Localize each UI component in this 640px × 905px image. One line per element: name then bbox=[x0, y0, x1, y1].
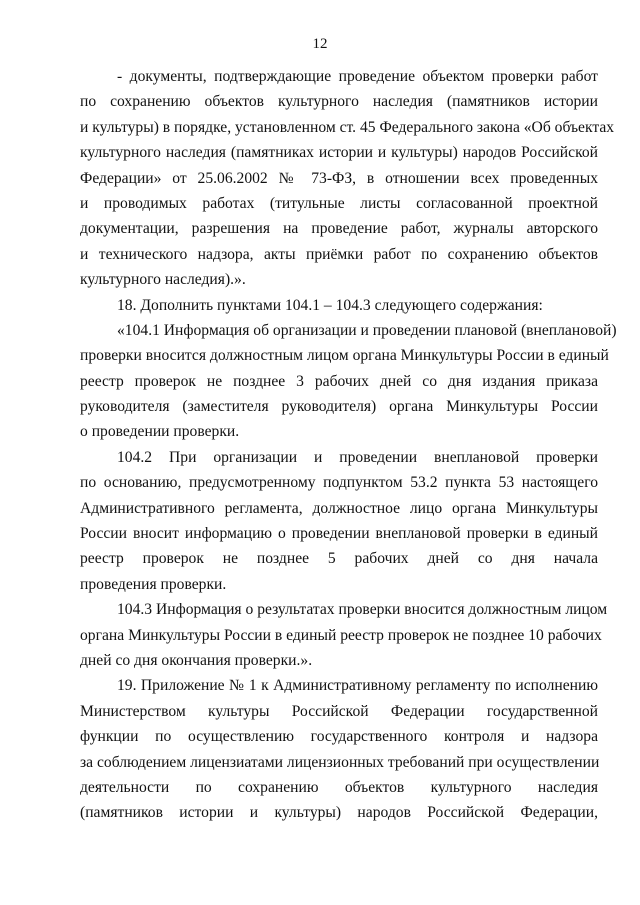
text-line: документации, разрешения на проведение работ, журналы авторского bbox=[80, 220, 598, 238]
text-line: функции по осуществлению государственного контроля и надзора bbox=[80, 728, 598, 746]
text-line: по основанию, предусмотренному подпунктом 53.2 пункта 53 настоящего bbox=[80, 474, 598, 492]
document-body bbox=[80, 64, 617, 826]
text-line: Министерством культуры Российской Федерации государственной bbox=[80, 702, 598, 720]
text-line: руководителя (заместителя руководителя) органа Минкультуры России bbox=[80, 398, 598, 416]
text-line: по сохранению объектов культурного наследия (памятников истории bbox=[80, 93, 598, 111]
text-line: и проводимых работах (титульные листы согласованной проектной bbox=[80, 194, 598, 212]
text-line: за соблюдением лицензиатами лицензионных требований при осуществлении bbox=[80, 753, 600, 771]
text-line: Федерации» от 25.06.2002 № 73-ФЗ, в отношении всех проведенных bbox=[80, 169, 598, 187]
text-line: (памятников истории и культуры) народов Российской Федерации, bbox=[80, 804, 598, 822]
text-line: культурного наследия (памятниках истории и культуры) народов Российской bbox=[80, 144, 598, 162]
text-line: проверки вносится должностным лицом органа Минкультуры России в единый bbox=[80, 347, 609, 365]
text-line: реестр проверок не позднее 5 рабочих дней со дня начала bbox=[80, 550, 598, 568]
text-line: 19. Приложение № 1 к Административному регламенту по исполнению bbox=[117, 677, 598, 695]
text-line: о проведении проверки. bbox=[80, 423, 240, 441]
text-line: и культуры) в порядке, установленном ст. 45 Федерального закона «Об объектах bbox=[80, 118, 615, 136]
text-line: и технического надзора, акты приёмки работ по сохранению объектов bbox=[80, 245, 598, 263]
text-line: культурного наследия).». bbox=[80, 271, 246, 289]
text-line: России вносит информацию о проведении внеплановой проверки в единый bbox=[80, 525, 598, 543]
text-line: - документы, подтверждающие проведение объектом проверки работ bbox=[117, 68, 598, 85]
text-line: проведения проверки. bbox=[80, 575, 227, 593]
text-line: дней со дня окончания проверки.». bbox=[80, 651, 313, 669]
text-line: 18. Дополнить пунктами 104.1 – 104.3 следующего содержания: bbox=[117, 296, 543, 314]
page-number: 12 bbox=[312, 36, 328, 52]
text-line: «104.1 Информация об организации и проведении плановой (внеплановой) bbox=[117, 321, 617, 339]
text-line: Административного регламента, должностное лицо органа Минкультуры bbox=[80, 499, 598, 517]
text-line: 104.3 Информация о результатах проверки вносится должностным лицом bbox=[117, 601, 608, 619]
text-line: 104.2 При организации и проведении внеплановой проверки bbox=[117, 448, 598, 466]
text-line: органа Минкультуры России в единый реестр проверок не позднее 10 рабочих bbox=[80, 626, 602, 644]
text-line: деятельности по сохранению объектов культурного наследия bbox=[80, 778, 598, 796]
text-line: реестр проверок не позднее 3 рабочих дней со дня издания приказа bbox=[80, 372, 598, 390]
